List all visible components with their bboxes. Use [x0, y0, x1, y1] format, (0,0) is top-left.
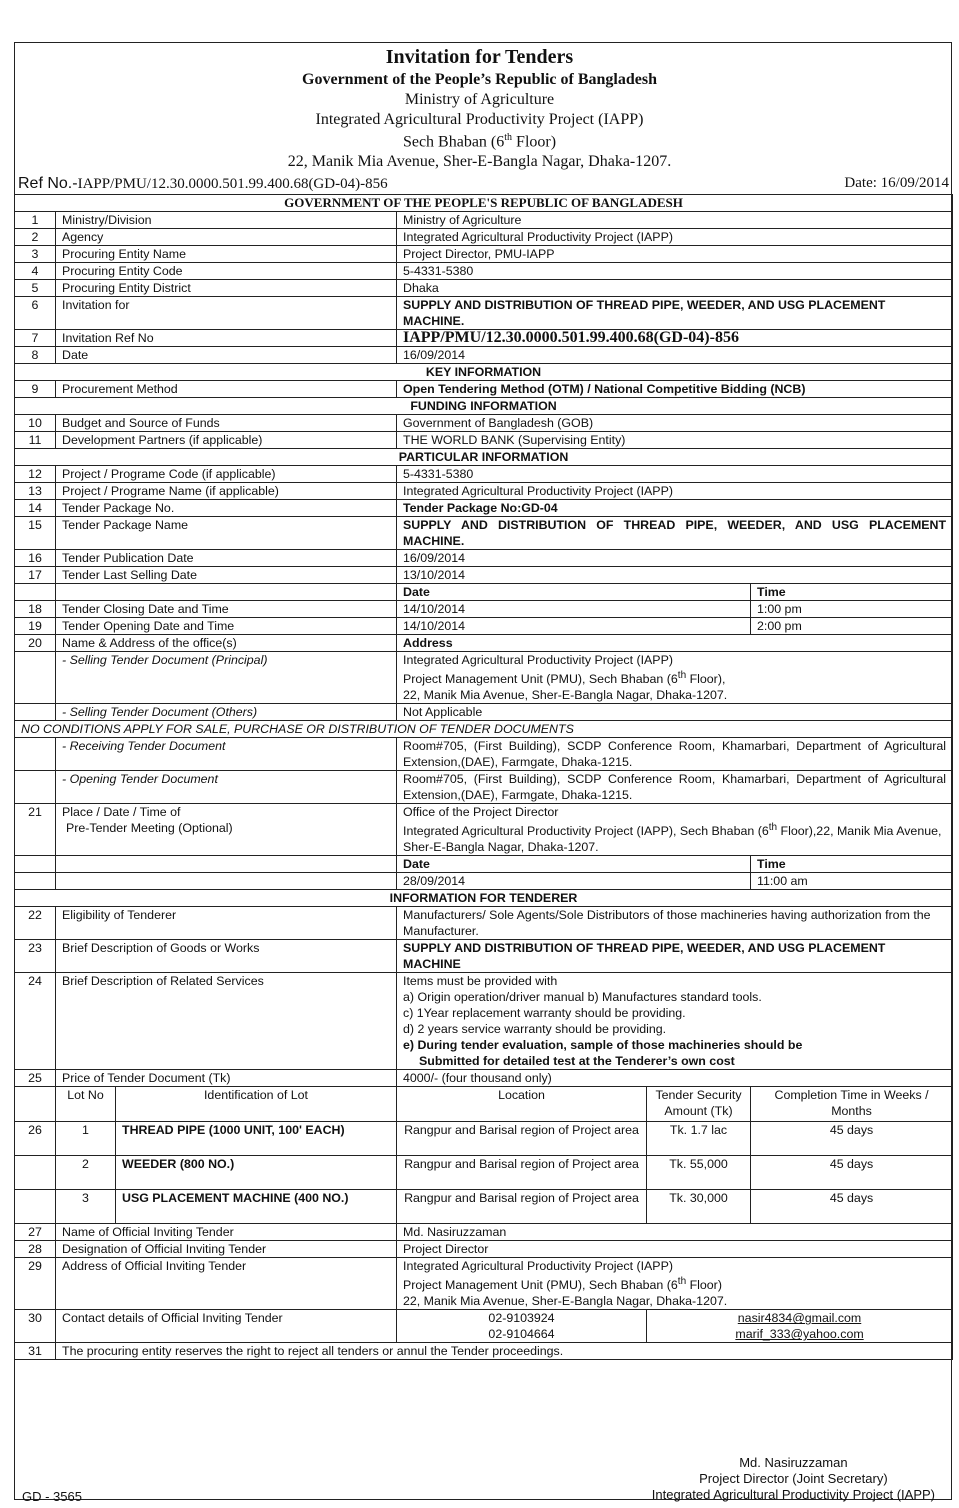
building-name: Sech Bhaban (6th Floor) [402, 132, 557, 151]
section-heading: FUNDING INFORMATION [15, 398, 953, 415]
table-row: 10 Budget and Source of Funds Government of Bangladesh (GOB) [15, 415, 953, 432]
table-row: 28 Designation of Official Inviting Tender Project Director [15, 1241, 953, 1258]
table-row: 24 Brief Description of Related Services Items must be provided with a) Origin operation/driver manual b) Manufactures standard tools. c) 1Year replacement warranty should be providing. d) 2 years service warranty should be providing. e) During tender evaluation, sample of those machineries should be Submitted for detailed test at the Tenderer’s own cost [15, 973, 953, 1070]
table-row: 5 Procuring Entity District Dhaka [15, 280, 953, 297]
table-row: 16 Tender Publication Date 16/09/2014 [15, 550, 953, 567]
table-row: 17 Tender Last Selling Date 13/10/2014 [15, 567, 953, 584]
table-row: - Receiving Tender Document Room#705, (First Building), SCDP Conference Room, Khamarbari, Department of Agricultural Extension,(DAE), Farmgate, Dhaka-1215. [15, 738, 953, 771]
table-row: 9 Procurement Method Open Tendering Method (OTM) / National Competitive Bidding (NCB) [15, 381, 953, 398]
table-row: 27 Name of Official Inviting Tender Md. Nasiruzzaman [15, 1224, 953, 1241]
table-row: 14 Tender Package No. Tender Package No:GD-04 [15, 500, 953, 517]
table-row: 2 Agency Integrated Agricultural Productivity Project (IAPP) [15, 229, 953, 246]
table-row: - Opening Tender Document Room#705, (First Building), SCDP Conference Room, Khamarbari, Department of Agricultural Extension,(DAE), Farmgate, Dhaka-1215. [15, 771, 953, 804]
related-services: Items must be provided with a) Origin operation/driver manual b) Manufactures standard tools. c) 1Year replacement warranty should be providing. d) 2 years service warranty should be providing. e) During tender evaluation, sample of those machineries should be Submitted for detailed test at the Tenderer’s own cost [397, 973, 953, 1070]
table-row: 4 Procuring Entity Code 5-4331-5380 [15, 263, 953, 280]
table-row: 12 Project / Programe Code (if applicable) 5-4331-5380 [15, 466, 953, 483]
table-row: 22 Eligibility of Tenderer Manufacturers/ Sole Agents/Sole Distributors of those machineries having authorization from the Manufacturer. [15, 907, 953, 940]
table-row: 15 Tender Package Name SUPPLY AND DISTRIBUTION OF THREAD PIPE, WEEDER, AND USG PLACEMENT MACHINE. [15, 517, 953, 550]
pre-tender-place: Office of the Project Director Integrated Agricultural Productivity Project (IAPP), Sech Bhaban (6th Floor),22, Manik Mia Avenue, Sher-E-Bangla Nagar, Dhaka-1207. [397, 804, 953, 856]
office-address: 22, Manik Mia Avenue, Sher-E-Bangla Nagar, Dhaka-1207. [287, 153, 672, 170]
lot-row: 2 WEEDER (800 NO.) Rangpur and Barisal region of Project area Tk. 55,000 45 days [15, 1156, 953, 1190]
table-row: - Selling Tender Document (Others) Not Applicable [15, 704, 953, 721]
table-row: 23 Brief Description of Goods or Works SUPPLY AND DISTRIBUTION OF THREAD PIPE, WEEDER, AND USG PLACEMENT MACHINE [15, 940, 953, 973]
project-name: Integrated Agricultural Productivity Project (IAPP) [315, 111, 644, 128]
lot-row: 3 USG PLACEMENT MACHINE (400 NO.) Rangpur and Barisal region of Project area Tk. 30,000 45 days [15, 1190, 953, 1224]
page-title: Invitation for Tenders [385, 46, 574, 68]
section-heading: INFORMATION FOR TENDERER [15, 890, 953, 907]
table-row: 3 Procuring Entity Name Project Director, PMU-IAPP [15, 246, 953, 263]
tender-table [14, 194, 953, 1360]
reference-number: Ref No.-IAPP/PMU/12.30.0000.501.99.400.68(GD-04)-856 [18, 175, 388, 192]
signature-block: Md. Nasiruzzaman Project Director (Joint Secretary) Integrated Agricultural Productivity Project (IAPP) [651, 1455, 935, 1502]
section-heading: PARTICULAR INFORMATION [15, 449, 953, 466]
table-row: 29 Address of Official Inviting Tender Integrated Agricultural Productivity Project (IAPP) Project Management Unit (PMU), Sech Bhaban (6th Floor) 22, Manik Mia Avenue, Sher-E-Bangla Nagar, Dhaka-1207. [15, 1258, 953, 1310]
table-row: 21 Place / Date / Time of Pre-Tender Meeting (Optional) Office of the Project Director Integrated Agricultural Productivity Project (IAPP), Sech Bhaban (6th Floor),22, Manik Mia Avenue, Sher-E-Bangla Nagar, Dhaka-1207. [15, 804, 953, 856]
section-heading: KEY INFORMATION [15, 364, 953, 381]
pre-tender-label: Place / Date / Time of Pre-Tender Meeting (Optional) [56, 804, 397, 856]
table-row: 6 Invitation for SUPPLY AND DISTRIBUTION OF THREAD PIPE, WEEDER, AND USG PLACEMENT MACHINE. [15, 297, 953, 330]
date-time-header: Date Time [15, 856, 953, 873]
table-row: 30 Contact details of Official Inviting Tender 02-9103924 02-9104664 nasir4834@gmail.com marif_333@yahoo.com [15, 1310, 953, 1343]
table-row: 25 Price of Tender Document (Tk) 4000/- (four thousand only) [15, 1070, 953, 1087]
document-code: GD - 3565 [22, 1489, 82, 1504]
table-row: 8 Date 16/09/2014 [15, 347, 953, 364]
email-addresses [647, 1310, 953, 1343]
email-link[interactable]: nasir4834@gmail.com [737, 1311, 862, 1326]
selling-address: Integrated Agricultural Productivity Project (IAPP) Project Management Unit (PMU), Sech Bhaban (6th Floor), 22, Manik Mia Avenue, Sher-E-Bangla Nagar, Dhaka-1207. [397, 652, 953, 704]
lot-header-row: Lot No Identification of Lot Location Tender Security Amount (Tk) Completion Time in Weeks / Months [15, 1087, 953, 1122]
table-row: 7 Invitation Ref No IAPP/PMU/12.30.0000.501.99.400.68(GD-04)-856 [15, 330, 953, 347]
table-row: 11 Development Partners (if applicable) THE WORLD BANK (Supervising Entity) [15, 432, 953, 449]
email-link[interactable]: marif_333@yahoo.com [735, 1327, 864, 1342]
table-row: 31 The procuring entity reserves the right to reject all tenders or annul the Tender proceedings. [15, 1343, 953, 1360]
table-row: 28/09/2014 11:00 am [15, 873, 953, 890]
table-row: 13 Project / Programe Name (if applicable) Integrated Agricultural Productivity Project (IAPP) [15, 483, 953, 500]
ministry-name: Ministry of Agriculture [404, 91, 555, 108]
date-time-header: Date Time [15, 584, 953, 601]
table-row: 18 Tender Closing Date and Time 14/10/2014 1:00 pm [15, 601, 953, 618]
gov-heading-row: GOVERNMENT OF THE PEOPLE'S REPUBLIC OF BANGLADESH [15, 195, 953, 212]
no-conditions-row: NO CONDITIONS APPLY FOR SALE, PURCHASE OR DISTRIBUTION OF TENDER DOCUMENTS [15, 721, 953, 738]
phone-numbers: 02-9103924 02-9104664 [397, 1310, 647, 1343]
table-row: 20 Name & Address of the office(s) Address [15, 635, 953, 652]
issue-date: Date: 16/09/2014 [844, 175, 949, 191]
official-address: Integrated Agricultural Productivity Project (IAPP) Project Management Unit (PMU), Sech Bhaban (6th Floor) 22, Manik Mia Avenue, Sher-E-Bangla Nagar, Dhaka-1207. [397, 1258, 953, 1310]
government-name: Government of the People’s Republic of Bangladesh [302, 71, 657, 88]
table-row: 1 Ministry/Division Ministry of Agriculture [15, 212, 953, 229]
lot-row: 26 1 THREAD PIPE (1000 UNIT, 100' EACH) Rangpur and Barisal region of Project area Tk. 1.7 lac 45 days [15, 1122, 953, 1156]
table-row: 19 Tender Opening Date and Time 14/10/2014 2:00 pm [15, 618, 953, 635]
table-row: - Selling Tender Document (Principal) Integrated Agricultural Productivity Project (IAPP) Project Management Unit (PMU), Sech Bhaban (6th Floor), 22, Manik Mia Avenue, Sher-E-Bangla Nagar, Dhaka-1207. [15, 652, 953, 704]
